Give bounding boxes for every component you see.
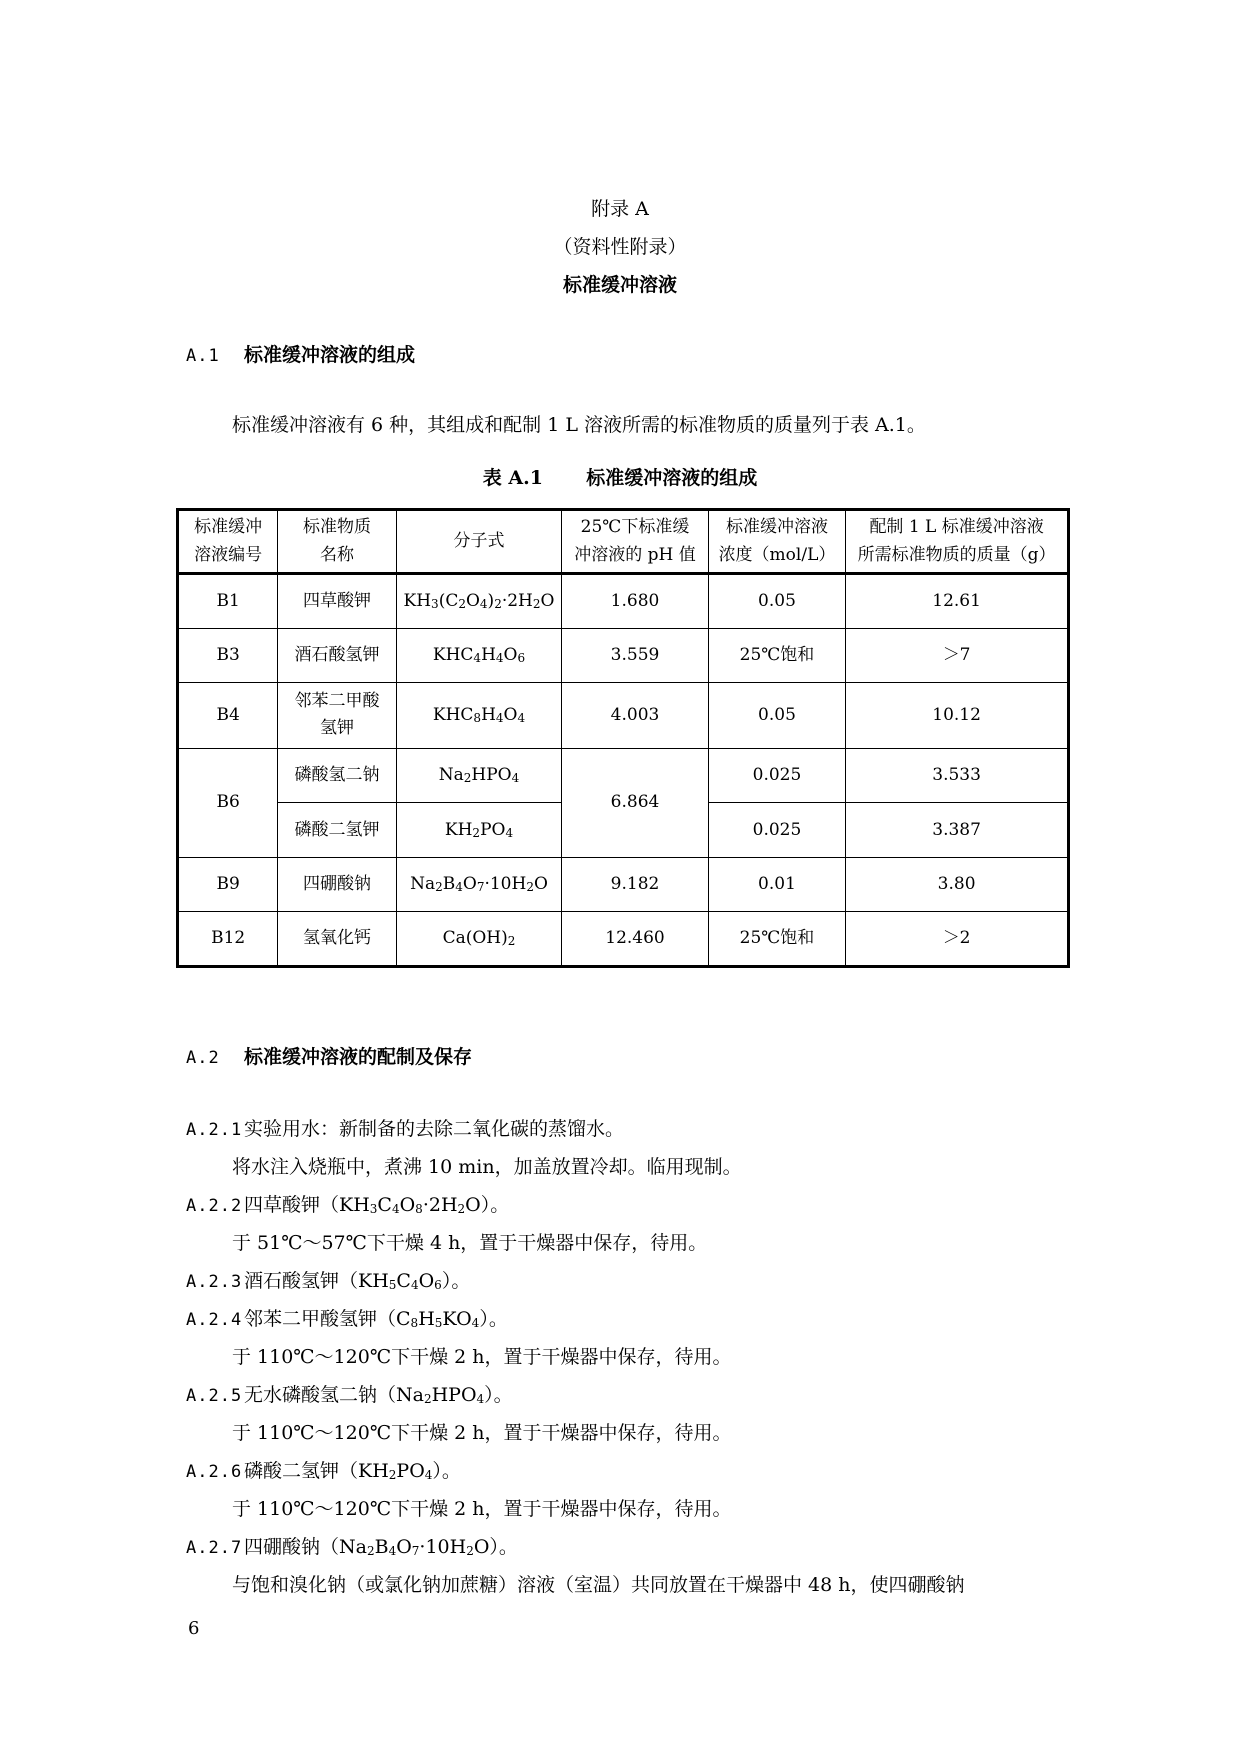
item-heading: [186, 1532, 518, 1559]
header-line: 浓度（mol/L）: [718, 544, 836, 565]
item-heading: [186, 1456, 461, 1483]
cell-concentration: 0.05: [708, 683, 845, 749]
item-note: 于 110℃～120℃下干燥 2 h，置于干燥器中保存，待用。: [232, 1346, 732, 1368]
header-line: 配制 1 L 标准缓冲溶液: [869, 517, 1044, 538]
cell-formula: $Ca(OH)_2$: [396, 912, 562, 967]
cell-mass: 3.387: [846, 803, 1069, 858]
item-number: A.2.5: [186, 1386, 243, 1406]
cell-formula: $Na_2B_4O_7\cdot 10H_2O$: [396, 857, 562, 912]
cell-mass: 12.61: [846, 574, 1069, 629]
cell-mass: ＞2: [846, 912, 1069, 967]
cell-substance-name: 酒石酸氢钾: [278, 628, 396, 683]
item-heading: [186, 1190, 509, 1217]
cell-concentration: 0.05: [708, 574, 845, 629]
cell-ph: 1.680: [562, 574, 708, 629]
cell-substance-name: [278, 683, 396, 749]
item-number: A.2.2: [186, 1196, 243, 1216]
header-cell-formula: [396, 510, 562, 574]
header-cell-mass: [846, 510, 1069, 574]
page-number: 6: [188, 1618, 200, 1639]
table-row: [178, 748, 1069, 803]
cell-concentration: 25℃饱和: [708, 628, 845, 683]
cell-solution-id: B12: [178, 912, 278, 967]
item-text: 邻苯二甲酸氢钾$(C_8H_5KO_4)$。: [244, 1308, 508, 1330]
cell-formula: $KHC_8H_4O_4$: [396, 683, 562, 749]
cell-substance-name: 磷酸氢二钠: [278, 748, 396, 803]
table-row: [178, 857, 1069, 912]
header-line: 分子式: [453, 530, 505, 551]
item-number: A.2.6: [186, 1462, 243, 1482]
item-heading: [186, 1266, 470, 1293]
cell-substance-name: 氢氧化钙: [278, 912, 396, 967]
cell-solution-id: B9: [178, 857, 278, 912]
header-line: 冲溶液的 pH 值: [574, 544, 696, 565]
item-text: 四草酸钾$(KH_3C_4O_8\cdot 2H_2O)$。: [244, 1194, 510, 1216]
item-text: 酒石酸氢钾$(KH_5C_4O_6)$。: [244, 1270, 471, 1292]
item-text: 磷酸二氢钾$(KH_2PO_4)$。: [244, 1460, 461, 1482]
cell-mass: 10.12: [846, 683, 1069, 749]
cell-substance-name: 磷酸二氢钾: [278, 803, 396, 858]
table-caption: [0, 463, 1240, 490]
header-cell-ph: [562, 510, 708, 574]
section-title: 标准缓冲溶液的配制及保存: [244, 1046, 473, 1068]
cell-formula: $KHC_4H_4O_6$: [396, 628, 562, 683]
cell-ph: 3.559: [562, 628, 708, 683]
item-number: A.2.4: [186, 1310, 243, 1330]
header-line: 25℃下标准缓: [580, 517, 690, 538]
table-row: [178, 574, 1069, 629]
header-line: 名称: [320, 544, 355, 565]
cell-substance-name: 四硼酸钠: [278, 857, 396, 912]
table-header-row: [178, 510, 1069, 574]
cell-concentration: 0.025: [708, 748, 845, 803]
cell-mass: 3.80: [846, 857, 1069, 912]
cell-mass: 3.533: [846, 748, 1069, 803]
header-cell-solution-id: [178, 510, 278, 574]
table-row: [178, 912, 1069, 967]
header-line: 标准缓冲溶液: [725, 517, 828, 538]
cell-substance-name: 四草酸钾: [278, 574, 396, 629]
section-number: A.2: [186, 1048, 220, 1068]
header-line: 所需标准物质的质量（g）: [857, 544, 1056, 565]
item-note: 与饱和溴化钠（或氯化钠加蔗糖）溶液（室温）共同放置在干燥器中 48 h，使四硼酸钠: [232, 1574, 965, 1596]
cell-concentration: 0.01: [708, 857, 845, 912]
table-caption-number: 表 A.1: [482, 467, 543, 489]
table-row: [178, 628, 1069, 683]
cell-formula: $KH_3(C_2O_4)_2\cdot 2H_2O$: [396, 574, 562, 629]
cell-concentration: 25℃饱和: [708, 912, 845, 967]
item-number: A.2.7: [186, 1538, 243, 1558]
item-heading: [186, 1114, 624, 1141]
section-a1-heading: [186, 340, 415, 367]
cell-ph: 12.460: [562, 912, 708, 967]
item-note: 于 110℃～120℃下干燥 2 h，置于干燥器中保存，待用。: [232, 1498, 732, 1520]
cell-concentration: 0.025: [708, 803, 845, 858]
item-text: 实验用水：新制备的去除二氧化碳的蒸馏水。: [244, 1118, 625, 1140]
item-number: A.2.3: [186, 1272, 243, 1292]
section-title: 标准缓冲溶液的组成: [244, 344, 416, 366]
appendix-label: 附录 A: [591, 198, 649, 220]
header-line: 标准缓冲: [194, 517, 263, 538]
cell-line: 邻苯二甲酸: [294, 691, 380, 712]
item-note: 于 110℃～120℃下干燥 2 h，置于干燥器中保存，待用。: [232, 1422, 732, 1444]
cell-solution-id: B6: [178, 748, 278, 857]
section-a2-heading: [186, 1042, 472, 1069]
cell-mass: ＞7: [846, 628, 1069, 683]
appendix-nature: （资料性附录）: [553, 236, 687, 258]
cell-formula: $KH_2PO_4$: [396, 803, 562, 858]
cell-ph: 6.864: [562, 748, 708, 857]
item-text: 无水磷酸氢二钠$(Na_2HPO_4)$。: [244, 1384, 513, 1406]
header-cell-concentration: [708, 510, 845, 574]
cell-solution-id: B1: [178, 574, 278, 629]
item-note: 将水注入烧瓶中，煮沸 10 min，加盖放置冷却。临用现制。: [232, 1156, 742, 1178]
section-a1-intro: 标准缓冲溶液有 6 种，其组成和配制 1 L 溶液所需的标准物质的质量列于表 A.1。: [232, 414, 926, 436]
cell-ph: 9.182: [562, 857, 708, 912]
buffer-composition-table: [176, 508, 1070, 968]
table-caption-title: 标准缓冲溶液的组成: [586, 467, 758, 489]
item-heading: [186, 1304, 508, 1331]
section-number: A.1: [186, 346, 220, 366]
item-text: 四硼酸钠$(Na_2B_4O_7\cdot 10H_2O)$。: [244, 1536, 518, 1558]
header-line: 溶液编号: [194, 544, 263, 565]
cell-formula: $Na_2HPO_4$: [396, 748, 562, 803]
header-cell-substance-name: [278, 510, 396, 574]
cell-solution-id: B3: [178, 628, 278, 683]
cell-line: 氢钾: [320, 718, 355, 739]
item-heading: [186, 1380, 513, 1407]
appendix-title: 标准缓冲溶液: [562, 274, 677, 296]
header-line: 标准物质: [303, 517, 372, 538]
item-note: 于 51℃～57℃下干燥 4 h，置于干燥器中保存，待用。: [232, 1232, 708, 1254]
table-row: [178, 683, 1069, 749]
cell-solution-id: B4: [178, 683, 278, 749]
item-number: A.2.1: [186, 1120, 243, 1140]
cell-ph: 4.003: [562, 683, 708, 749]
